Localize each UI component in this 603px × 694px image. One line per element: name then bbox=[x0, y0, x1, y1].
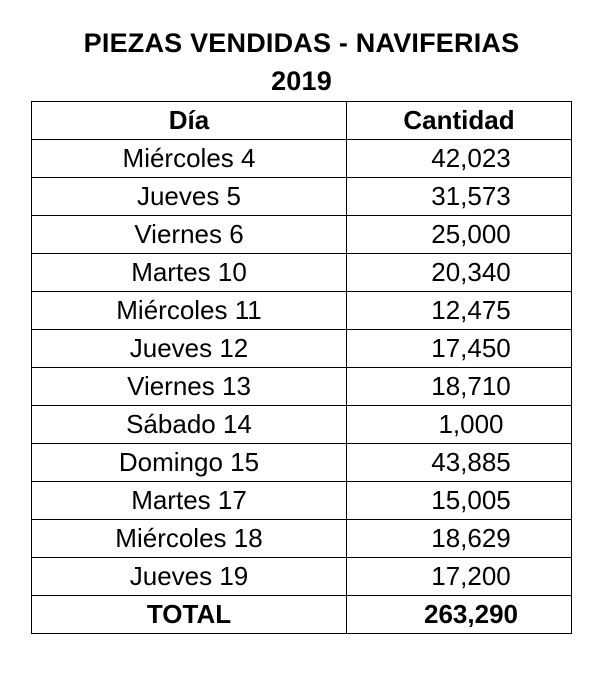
table-row bbox=[32, 178, 572, 216]
total-label: TOTAL bbox=[32, 596, 347, 634]
quantity-cell: 15,005 bbox=[347, 482, 572, 520]
quantity-cell: 25,000 bbox=[347, 216, 572, 254]
quantity-cell: 20,340 bbox=[347, 254, 572, 292]
table-row bbox=[32, 558, 572, 596]
quantity-cell: 18,629 bbox=[347, 520, 572, 558]
day-cell: Martes 17 bbox=[32, 482, 347, 520]
column-header-quantity: Cantidad bbox=[347, 102, 572, 140]
sales-table bbox=[31, 101, 572, 634]
day-cell: Domingo 15 bbox=[32, 444, 347, 482]
table-row bbox=[32, 140, 572, 178]
page-title: PIEZAS VENDIDAS - NAVIFERIAS bbox=[83, 28, 520, 58]
day-cell: Miércoles 4 bbox=[32, 140, 347, 178]
table-row bbox=[32, 292, 572, 330]
table-row bbox=[32, 520, 572, 558]
table-row bbox=[32, 482, 572, 520]
day-cell: Jueves 19 bbox=[32, 558, 347, 596]
column-header-day: Día bbox=[32, 102, 347, 140]
day-cell: Viernes 13 bbox=[32, 368, 347, 406]
table-row bbox=[32, 406, 572, 444]
quantity-cell: 12,475 bbox=[347, 292, 572, 330]
quantity-cell: 43,885 bbox=[347, 444, 572, 482]
day-cell: Martes 10 bbox=[32, 254, 347, 292]
page-subtitle-year: 2019 bbox=[271, 66, 332, 96]
day-cell: Sábado 14 bbox=[32, 406, 347, 444]
day-cell: Miércoles 11 bbox=[32, 292, 347, 330]
table-row bbox=[32, 216, 572, 254]
table-row bbox=[32, 368, 572, 406]
table-row bbox=[32, 254, 572, 292]
table-row bbox=[32, 444, 572, 482]
quantity-cell: 17,450 bbox=[347, 330, 572, 368]
day-cell: Jueves 5 bbox=[32, 178, 347, 216]
table-header-row bbox=[32, 102, 572, 140]
total-quantity: 263,290 bbox=[347, 596, 572, 634]
day-cell: Jueves 12 bbox=[32, 330, 347, 368]
day-cell: Miércoles 18 bbox=[32, 520, 347, 558]
quantity-cell: 17,200 bbox=[347, 558, 572, 596]
table-row bbox=[32, 330, 572, 368]
day-cell: Viernes 6 bbox=[32, 216, 347, 254]
quantity-cell: 42,023 bbox=[347, 140, 572, 178]
quantity-cell: 31,573 bbox=[347, 178, 572, 216]
quantity-cell: 1,000 bbox=[347, 406, 572, 444]
total-row bbox=[32, 596, 572, 634]
quantity-cell: 18,710 bbox=[347, 368, 572, 406]
